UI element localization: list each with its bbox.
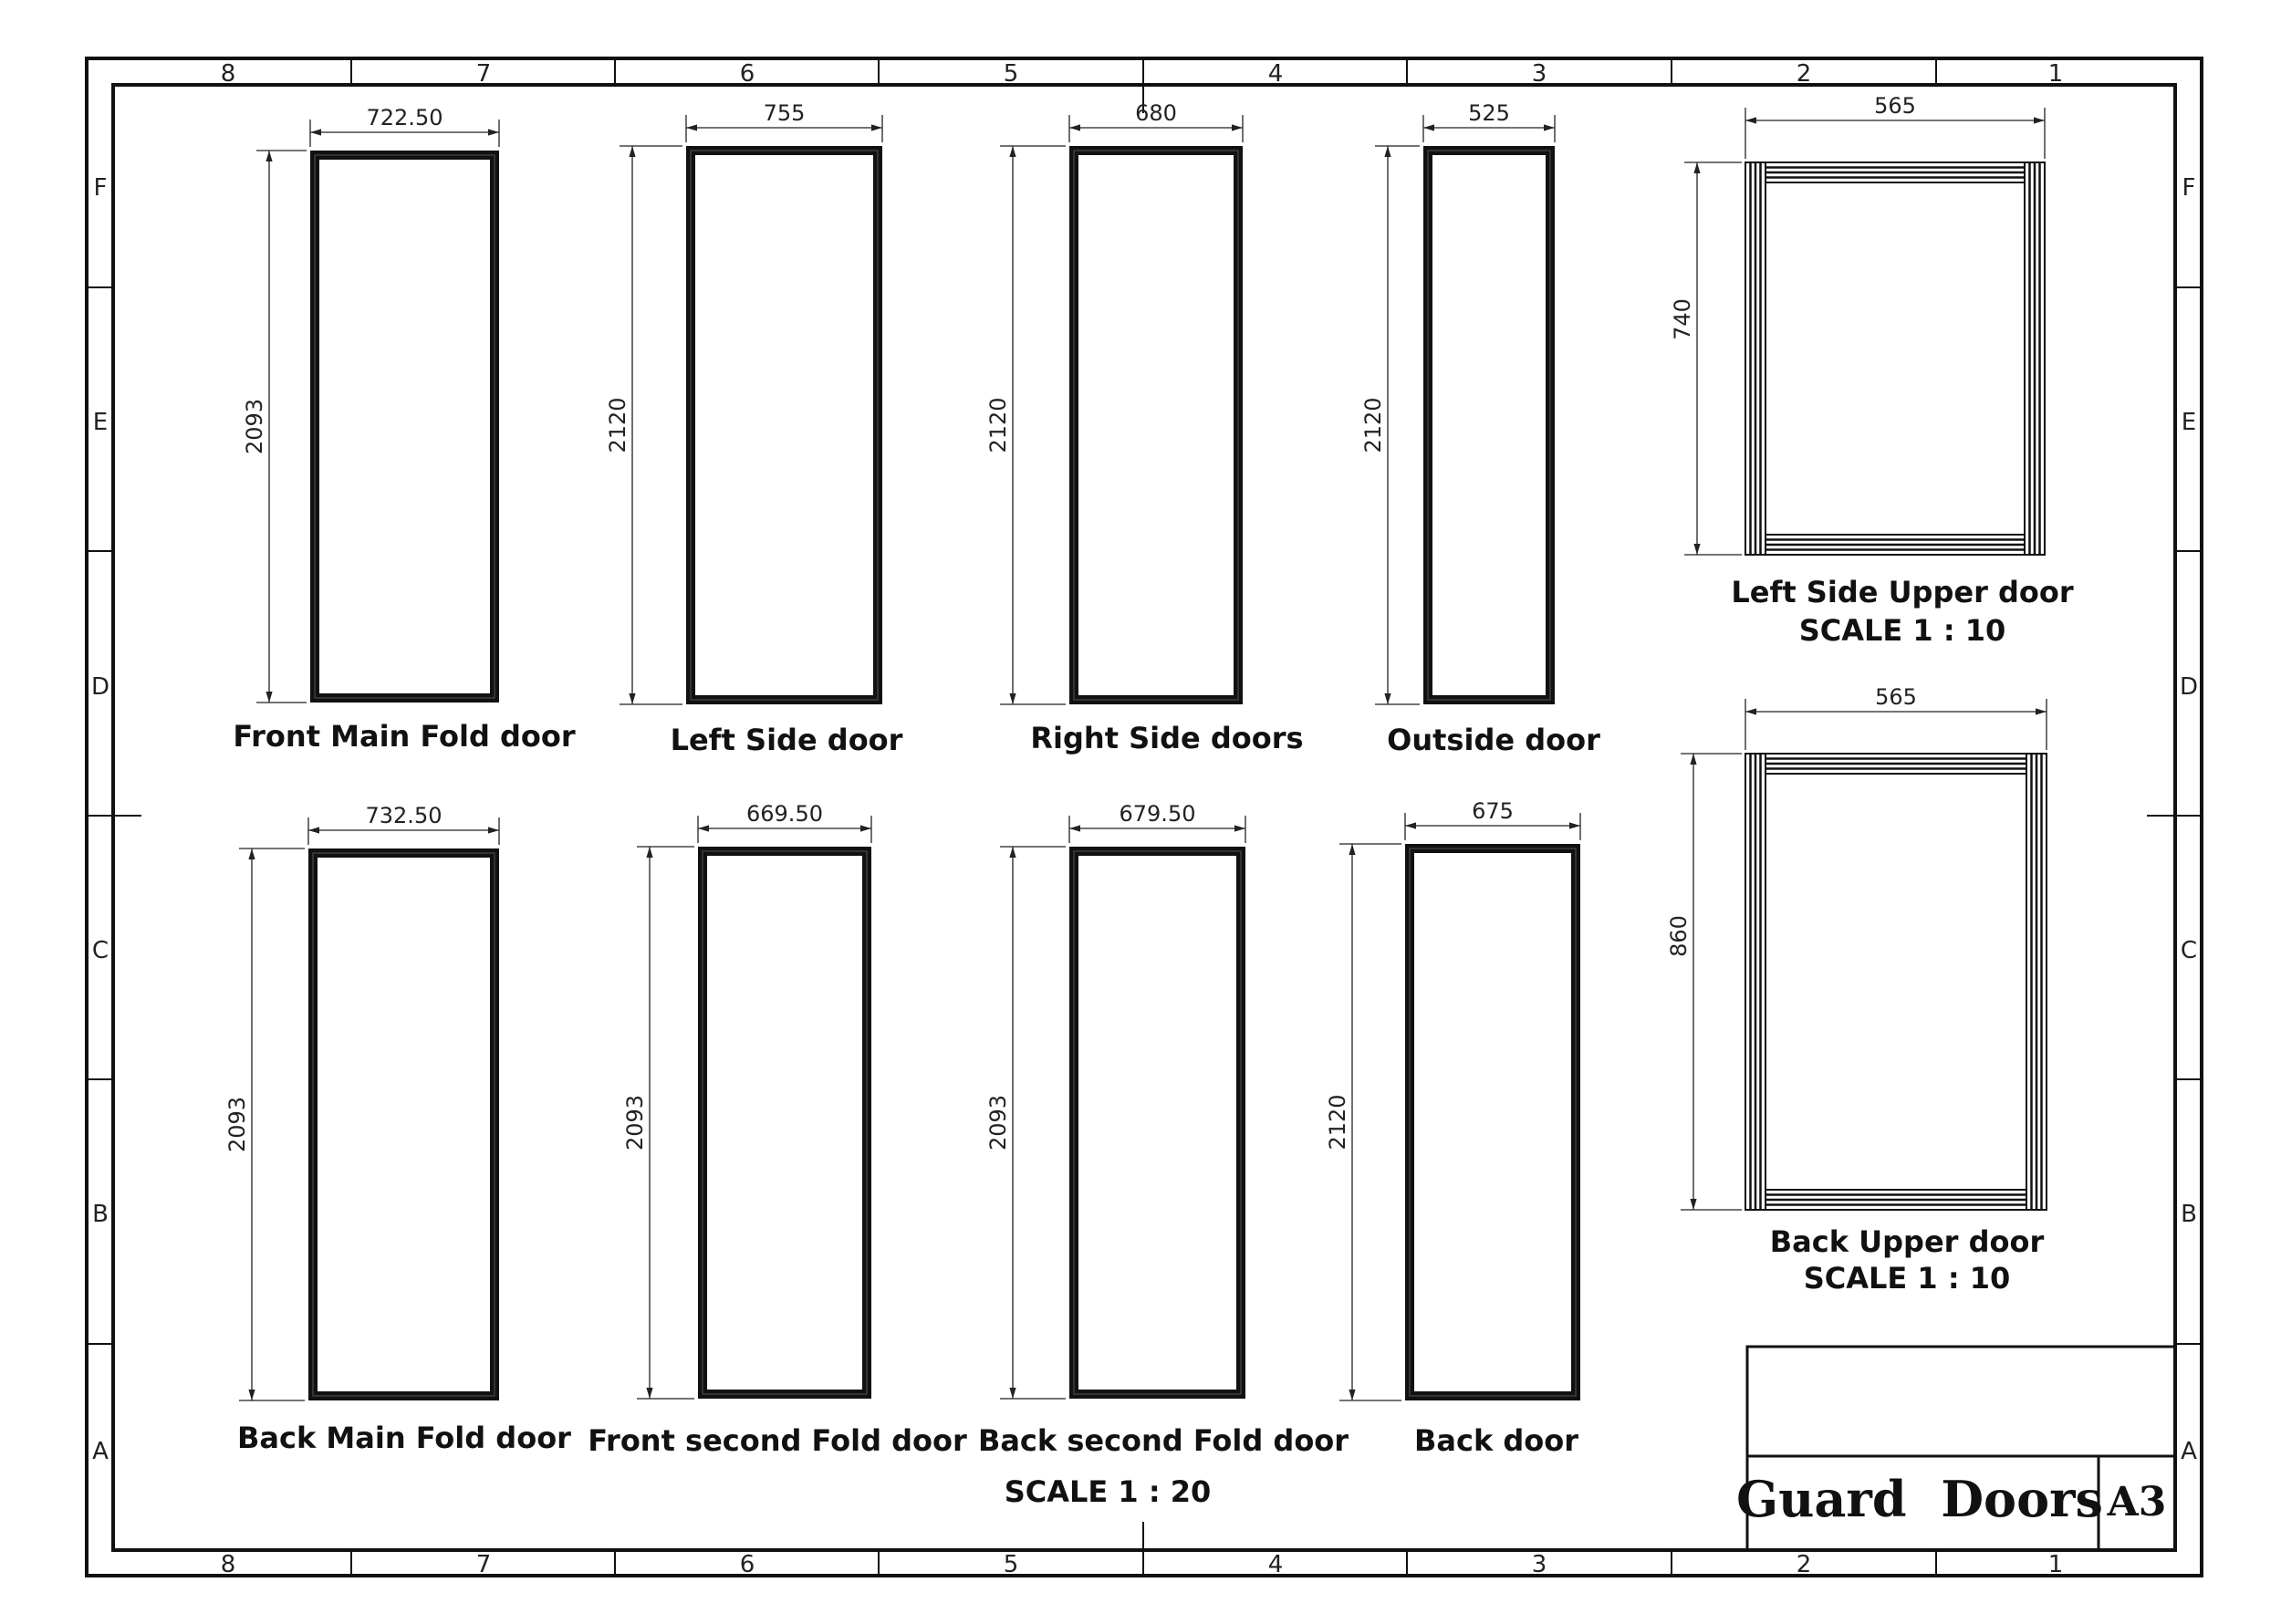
door-frame-inner — [318, 858, 490, 1391]
width-dimension-value: 680 — [1135, 100, 1177, 126]
door-view — [985, 100, 1304, 755]
door-label: Outside door — [1387, 723, 1600, 757]
row-label-right: A — [2181, 1438, 2197, 1465]
door-label: Front Main Fold door — [233, 719, 576, 754]
column-label-top: 5 — [1003, 60, 1019, 88]
height-dimension-value: 2093 — [622, 1094, 648, 1151]
door-view — [605, 100, 903, 757]
door-frame-inner — [695, 155, 873, 695]
door-label: Back second Fold door — [977, 1423, 1349, 1458]
row-label-right: D — [2179, 673, 2199, 701]
column-label-top: 2 — [1796, 60, 1812, 88]
width-dimension-value: 679.50 — [1119, 801, 1196, 827]
title-block-sheet-size: A3 — [2107, 1479, 2167, 1525]
door-label: Back door — [1413, 1423, 1579, 1458]
door-label: Right Side doors — [1030, 721, 1304, 755]
door-frame-inner — [1414, 853, 1571, 1391]
upper-door-view — [1670, 93, 2074, 648]
upper-door-scale: SCALE 1 : 10 — [1798, 613, 2006, 648]
door-views — [224, 100, 1600, 1458]
column-label-top: 8 — [220, 60, 236, 88]
row-label-left: D — [90, 673, 110, 701]
height-dimension-value: 2120 — [985, 397, 1011, 453]
door-frame-inner — [319, 160, 490, 693]
height-dimension-value: 740 — [1670, 298, 1695, 340]
row-label-right: F — [2182, 174, 2196, 202]
column-label-bottom: 6 — [739, 1551, 755, 1578]
column-label-bottom: 2 — [1796, 1551, 1812, 1578]
door-frame-inner — [1078, 155, 1234, 695]
door-view — [978, 801, 1349, 1458]
main-scale-label: SCALE 1 : 20 — [1004, 1474, 1212, 1509]
upper-door-views — [1666, 93, 2074, 1296]
width-dimension-value: 525 — [1468, 100, 1510, 126]
door-frame-inner — [1078, 856, 1236, 1390]
column-label-top: 3 — [1531, 60, 1547, 88]
width-dimension-value: 732.50 — [365, 803, 443, 828]
column-label-top: 4 — [1267, 60, 1284, 88]
row-label-left: B — [92, 1201, 109, 1228]
column-label-bottom: 1 — [2047, 1551, 2064, 1578]
column-label-top: 6 — [739, 60, 755, 88]
door-label: Left Side door — [670, 723, 903, 757]
door-view — [1360, 100, 1600, 757]
width-dimension-value: 755 — [763, 100, 806, 126]
column-label-bottom: 8 — [220, 1551, 236, 1578]
width-dimension-value: 565 — [1875, 684, 1917, 710]
height-dimension-value: 2093 — [242, 398, 267, 455]
door-view — [588, 801, 967, 1458]
door-frame-inner — [707, 856, 862, 1390]
height-dimension-value: 2093 — [985, 1094, 1011, 1151]
width-dimension-value: 675 — [1472, 798, 1514, 824]
door-view — [233, 105, 576, 754]
upper-door-view — [1666, 684, 2047, 1296]
height-dimension-value: 860 — [1666, 915, 1692, 957]
column-label-bottom: 4 — [1267, 1551, 1284, 1578]
door-view — [1325, 798, 1580, 1458]
door-label: Front second Fold door — [588, 1423, 967, 1458]
width-dimension-value: 565 — [1874, 93, 1916, 119]
row-label-left: E — [92, 409, 109, 436]
door-frame-inner — [1432, 155, 1546, 695]
title-block — [1736, 1347, 2175, 1550]
row-label-right: E — [2181, 409, 2197, 436]
row-label-right: B — [2181, 1201, 2197, 1228]
row-label-left: F — [93, 174, 108, 202]
title-block-title: Guard Doors — [1736, 1470, 2103, 1528]
door-view — [224, 803, 571, 1455]
height-dimension-value: 2093 — [224, 1096, 250, 1153]
height-dimension-value: 2120 — [1325, 1094, 1350, 1150]
row-label-right: C — [2180, 937, 2198, 964]
row-label-left: C — [91, 937, 109, 964]
width-dimension-value: 722.50 — [366, 105, 443, 130]
column-label-top: 7 — [475, 60, 492, 88]
height-dimension-value: 2120 — [605, 397, 630, 453]
door-label: Back Main Fold door — [237, 1421, 571, 1455]
upper-door-label: Back Upper door — [1769, 1224, 2045, 1259]
column-label-bottom: 3 — [1531, 1551, 1547, 1578]
upper-door-label: Left Side Upper door — [1731, 575, 2074, 609]
width-dimension-value: 669.50 — [746, 801, 823, 827]
height-dimension-value: 2120 — [1360, 397, 1386, 453]
column-label-top: 1 — [2047, 60, 2064, 88]
row-label-left: A — [92, 1438, 109, 1465]
column-label-bottom: 5 — [1003, 1551, 1019, 1578]
upper-door-scale: SCALE 1 : 10 — [1803, 1261, 2011, 1296]
column-label-bottom: 7 — [475, 1551, 492, 1578]
